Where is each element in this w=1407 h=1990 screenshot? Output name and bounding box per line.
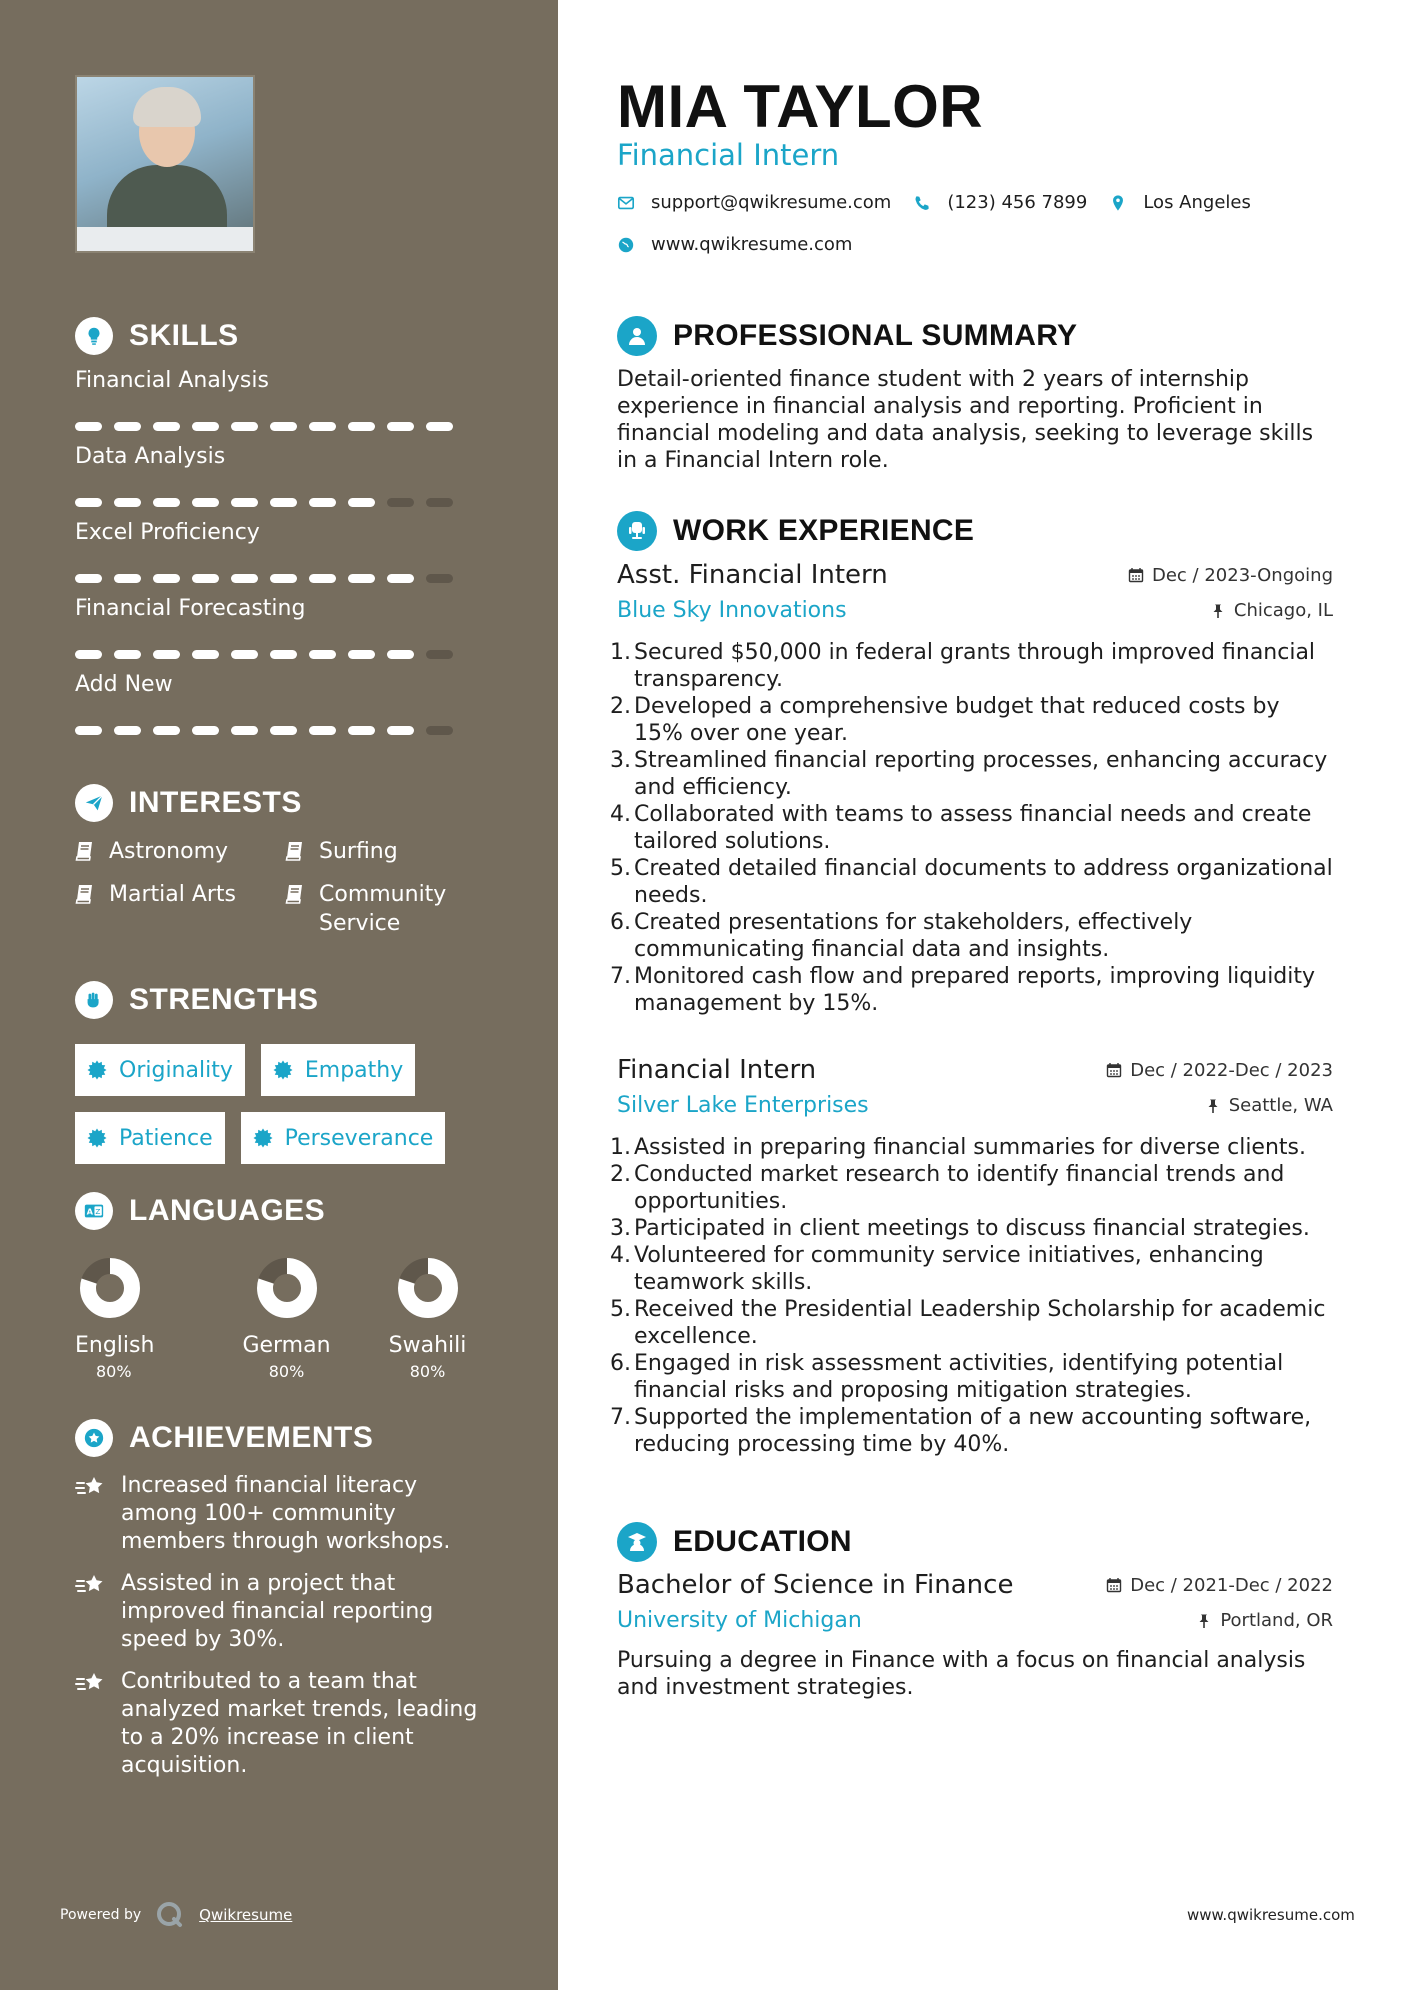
languages-list: [75, 1257, 515, 1383]
skill-name: Financial Analysis: [75, 368, 269, 393]
education-date: Dec / 2021-Dec / 2022: [1130, 1574, 1333, 1596]
sidebar: [0, 0, 558, 1990]
bullet-number: 7.: [610, 964, 631, 989]
experience-title: WORK EXPERIENCE: [673, 514, 975, 547]
strengths-title: STRENGTHS: [129, 983, 319, 1016]
interests-section: [75, 783, 515, 938]
skills-list: [75, 366, 515, 736]
interest-item: [75, 880, 285, 938]
skill-level-segment: [270, 650, 297, 659]
phone-icon: [913, 194, 931, 212]
language-percent: 80%: [268, 1362, 305, 1381]
footer-website[interactable]: www.qwikresume.com: [1187, 1906, 1355, 1924]
qwikresume-logo-icon: [155, 1900, 185, 1930]
graduate-icon: [617, 1522, 657, 1562]
summary-text: Detail-oriented finance student with 2 years of internship experience in financial analysis and reporting. Proficient in financial modeling and data analysis, seeking to leverage skills in a Financial Intern role.: [617, 367, 1314, 473]
job-bullet: [610, 909, 1333, 963]
interest-label: Astronomy: [109, 839, 229, 864]
job-company: Silver Lake Enterprises: [617, 1093, 869, 1118]
interests-title: INTERESTS: [129, 786, 302, 819]
education-description: Pursuing a degree in Finance with a focus on financial analysis and investment strategies.: [617, 1648, 1306, 1700]
shooting-star-icon: [75, 1670, 107, 1698]
education-title: EDUCATION: [673, 1525, 852, 1558]
bullet-text: Created detailed financial documents to address organizational needs.: [634, 856, 1333, 908]
skill-level-segment: [114, 574, 141, 583]
job-bullet: [610, 1404, 1333, 1458]
skill-level-segment: [426, 726, 453, 735]
job-bullet: [610, 693, 1333, 747]
bullet-text: Volunteered for community service initiatives, enhancing teamwork skills.: [634, 1243, 1264, 1295]
summary-title: PROFESSIONAL SUMMARY: [673, 319, 1078, 352]
job-bullet: [610, 747, 1333, 801]
profile-photo: [75, 75, 255, 253]
calendar-icon: [1106, 1062, 1122, 1078]
job-bullets: [610, 1134, 1333, 1458]
skill-level-segment: [153, 574, 180, 583]
achievement-text: Increased financial literacy among 100+ community members through workshops.: [121, 1473, 451, 1554]
bullet-number: 5.: [610, 856, 631, 881]
skill-level-segment: [153, 726, 180, 735]
skill-level-segment: [192, 422, 219, 431]
skill-level-segment: [387, 726, 414, 735]
bullet-text: Engaged in risk assessment activities, identifying potential financial risks and proposing mitigation strategies.: [634, 1351, 1284, 1403]
bullet-number: 3.: [610, 748, 631, 773]
bullet-text: Participated in client meetings to discuss financial strategies.: [634, 1216, 1310, 1241]
skill-level-segment: [270, 498, 297, 507]
skill-level-segment: [348, 498, 375, 507]
job-date: Dec / 2022-Dec / 2023: [1130, 1059, 1333, 1081]
skill-level-segment: [387, 574, 414, 583]
bullet-text: Assisted in preparing financial summaries for diverse clients.: [634, 1135, 1306, 1160]
star-badge-icon: [75, 1419, 113, 1457]
bullet-number: 5.: [610, 1297, 631, 1322]
skill-name: Data Analysis: [75, 444, 226, 469]
summary-heading: [617, 316, 1077, 356]
achievements-list: [75, 1472, 515, 1780]
skill-level-segment: [348, 422, 375, 431]
pushpin-icon: [1210, 603, 1226, 619]
skill-level-bar: [75, 726, 515, 736]
contact-row: [617, 192, 1273, 213]
skill-level-segment: [114, 498, 141, 507]
language-percent: 80%: [409, 1362, 446, 1381]
bullet-number: 1.: [610, 1135, 631, 1160]
language-icon: [75, 1192, 113, 1230]
skill-level-segment: [348, 726, 375, 735]
strength-label: Patience: [119, 1125, 213, 1151]
language-name: Swahili: [388, 1333, 467, 1358]
location-pin-icon: [1109, 194, 1127, 212]
interest-label: Community Service: [319, 882, 447, 936]
skill-level-segment: [75, 650, 102, 659]
book-icon: [285, 883, 305, 905]
skill-level-segment: [309, 574, 336, 583]
bullet-number: 6.: [610, 1351, 631, 1376]
skill-level-segment: [309, 726, 336, 735]
phone-number[interactable]: (123) 456 7899: [947, 192, 1088, 213]
skill-level-segment: [114, 422, 141, 431]
skill-level-segment: [192, 650, 219, 659]
language-item: [75, 1257, 216, 1383]
skill-level-segment: [348, 574, 375, 583]
bullet-text: Created presentations for stakeholders, effectively communicating financial data and insights.: [634, 910, 1193, 962]
bullet-text: Received the Presidential Leadership Scholarship for academic excellence.: [634, 1297, 1326, 1349]
language-name: German: [242, 1333, 331, 1358]
interest-item: [285, 880, 495, 938]
job-location: Seattle, WA: [1228, 1095, 1333, 1116]
shooting-star-icon: [75, 1474, 107, 1502]
bullet-text: Streamlined financial reporting processes, enhancing accuracy and efficiency.: [634, 748, 1328, 800]
language-name: English: [75, 1333, 155, 1358]
strengths-section: [75, 980, 515, 1164]
achievement-text: Contributed to a team that analyzed market trends, leading to a 20% increase in client acquisition.: [121, 1669, 478, 1778]
bullet-text: Supported the implementation of a new accounting software, reducing processing time by 40%.: [634, 1405, 1312, 1457]
skill-level-segment: [426, 498, 453, 507]
education-entry: [617, 1570, 1333, 1701]
language-level-ring: [79, 1257, 141, 1319]
skill-level-segment: [231, 498, 258, 507]
book-icon: [285, 840, 305, 862]
job-bullet: [610, 801, 1333, 855]
language-level-ring: [397, 1257, 459, 1319]
experience-heading: [617, 511, 974, 551]
skill-level-segment: [387, 422, 414, 431]
strength-chip: [75, 1112, 225, 1164]
achievements-title: ACHIEVEMENTS: [129, 1421, 374, 1454]
skill-level-segment: [231, 650, 258, 659]
strength-chip: [75, 1044, 245, 1096]
language-item: [357, 1257, 498, 1383]
shooting-star-icon: [75, 1572, 107, 1600]
skill-level-segment: [192, 498, 219, 507]
skills-section: [75, 316, 515, 736]
job-bullet: [610, 1161, 1333, 1215]
bullet-number: 1.: [610, 640, 631, 665]
badge-icon: [87, 1060, 107, 1080]
bullet-number: 3.: [610, 1216, 631, 1241]
strength-label: Originality: [119, 1057, 233, 1083]
achievements-section: [75, 1418, 515, 1794]
education-school: University of Michigan: [617, 1608, 862, 1633]
skill-level-segment: [153, 498, 180, 507]
skill-level-segment: [231, 726, 258, 735]
skill-level-segment: [75, 574, 102, 583]
skill-level-segment: [114, 726, 141, 735]
bullet-text: Collaborated with teams to assess financial needs and create tailored solutions.: [634, 802, 1312, 854]
interest-label: Martial Arts: [109, 882, 237, 907]
strength-label: Perseverance: [284, 1125, 434, 1151]
skill-level-segment: [387, 650, 414, 659]
job-location: Chicago, IL: [1233, 600, 1333, 621]
job-bullet: [610, 1134, 1333, 1161]
skill-level-segment: [426, 574, 453, 583]
skill-level-bar: [75, 498, 515, 508]
calendar-icon: [1106, 1577, 1122, 1593]
svg-text:A: A: [86, 1206, 94, 1217]
achievement-item: [75, 1668, 515, 1780]
website-row: [617, 234, 874, 255]
bullet-text: Developed a comprehensive budget that reduced costs by 15% over one year.: [634, 694, 1280, 746]
website-link[interactable]: www.qwikresume.com: [651, 234, 853, 255]
paper-plane-icon: [75, 784, 113, 822]
pushpin-icon: [1196, 1613, 1212, 1629]
strengths-list: [75, 1044, 475, 1164]
email-link[interactable]: support@qwikresume.com: [651, 192, 892, 213]
skill-level-segment: [270, 726, 297, 735]
briefcase-chair-icon: [617, 511, 657, 551]
interest-item: [75, 837, 285, 866]
job-bullet: [610, 1296, 1333, 1350]
job-bullet: [610, 855, 1333, 909]
job-bullet: [610, 639, 1333, 693]
skill-level-segment: [309, 422, 336, 431]
language-percent: 80%: [96, 1362, 132, 1381]
job-bullet: [610, 1350, 1333, 1404]
bullet-text: Secured $50,000 in federal grants through improved financial transparency.: [634, 640, 1316, 692]
bullet-text: Conducted market research to identify financial trends and opportunities.: [634, 1162, 1285, 1214]
interest-item: [285, 837, 495, 866]
user-icon: [617, 316, 657, 356]
bullet-number: 7.: [610, 1405, 631, 1430]
powered-by-label: Powered by: [60, 1907, 142, 1923]
book-icon: [75, 840, 95, 862]
badge-icon: [87, 1128, 107, 1148]
strength-chip: [261, 1044, 415, 1096]
job-entry: [610, 1055, 1333, 1458]
bullet-number: 2.: [610, 1162, 631, 1187]
skill-level-segment: [231, 422, 258, 431]
skill-level-segment: [75, 726, 102, 735]
achievement-item: [75, 1570, 515, 1654]
skill-level-segment: [231, 574, 258, 583]
bullet-number: 4.: [610, 1243, 631, 1268]
candidate-name: MIA TAYLOR: [617, 73, 984, 140]
language-item: [216, 1257, 357, 1383]
svg-text:Z: Z: [95, 1207, 101, 1217]
language-level-ring: [256, 1257, 318, 1319]
job-bullet: [610, 963, 1333, 1017]
lightbulb-icon: [75, 317, 113, 355]
globe-icon: [617, 236, 635, 254]
powered-by: [60, 1900, 292, 1930]
bullet-number: 4.: [610, 802, 631, 827]
job-entry: [610, 560, 1333, 1017]
strength-chip: [241, 1112, 446, 1164]
interests-list: [75, 837, 515, 938]
languages-title: LANGUAGES: [129, 1194, 326, 1227]
bullet-text: Monitored cash flow and prepared reports, improving liquidity management by 15%.: [634, 964, 1316, 1016]
skill-name: Add New: [75, 672, 173, 697]
job-bullets: [610, 639, 1333, 1017]
skill-level-segment: [348, 650, 375, 659]
skills-title: SKILLS: [129, 319, 239, 352]
skill-level-segment: [192, 574, 219, 583]
calendar-icon: [1128, 567, 1144, 583]
job-bullet: [610, 1215, 1333, 1242]
fist-icon: [75, 981, 113, 1019]
achievement-item: [75, 1472, 515, 1556]
skill-level-segment: [75, 422, 102, 431]
skill-level-segment: [114, 650, 141, 659]
badge-icon: [253, 1128, 273, 1148]
education-degree: Bachelor of Science in Finance: [617, 1570, 1014, 1600]
skill-level-bar: [75, 422, 515, 432]
pushpin-icon: [1205, 1098, 1221, 1114]
skill-level-segment: [153, 650, 180, 659]
skill-level-segment: [153, 422, 180, 431]
skill-level-bar: [75, 650, 515, 660]
bullet-number: 6.: [610, 910, 631, 935]
skill-level-segment: [309, 650, 336, 659]
education-location: Portland, OR: [1220, 1610, 1333, 1631]
bullet-number: 2.: [610, 694, 631, 719]
candidate-role: Financial Intern: [617, 138, 840, 172]
skill-level-segment: [387, 498, 414, 507]
location-text: Los Angeles: [1143, 192, 1251, 213]
interest-label: Surfing: [319, 839, 398, 864]
job-title: Asst. Financial Intern: [617, 560, 888, 590]
skill-level-segment: [426, 422, 453, 431]
job-date: Dec / 2023-Ongoing: [1152, 564, 1333, 586]
skill-name: Excel Proficiency: [75, 520, 260, 545]
qwikresume-link[interactable]: Qwikresume: [199, 1906, 293, 1924]
job-company: Blue Sky Innovations: [617, 598, 847, 623]
skill-level-segment: [270, 574, 297, 583]
skill-level-segment: [75, 498, 102, 507]
skill-level-segment: [192, 726, 219, 735]
book-icon: [75, 883, 95, 905]
achievement-text: Assisted in a project that improved financial reporting speed by 30%.: [121, 1571, 434, 1652]
skill-level-segment: [309, 498, 336, 507]
skill-level-segment: [426, 650, 453, 659]
skill-level-bar: [75, 574, 515, 584]
skill-name: Financial Forecasting: [75, 596, 306, 621]
education-heading: [617, 1522, 852, 1562]
strength-label: Empathy: [304, 1057, 404, 1083]
badge-icon: [273, 1060, 293, 1080]
email-icon: [617, 194, 635, 212]
skill-level-segment: [270, 422, 297, 431]
languages-section: [75, 1191, 515, 1383]
job-bullet: [610, 1242, 1333, 1296]
job-title: Financial Intern: [617, 1055, 817, 1085]
